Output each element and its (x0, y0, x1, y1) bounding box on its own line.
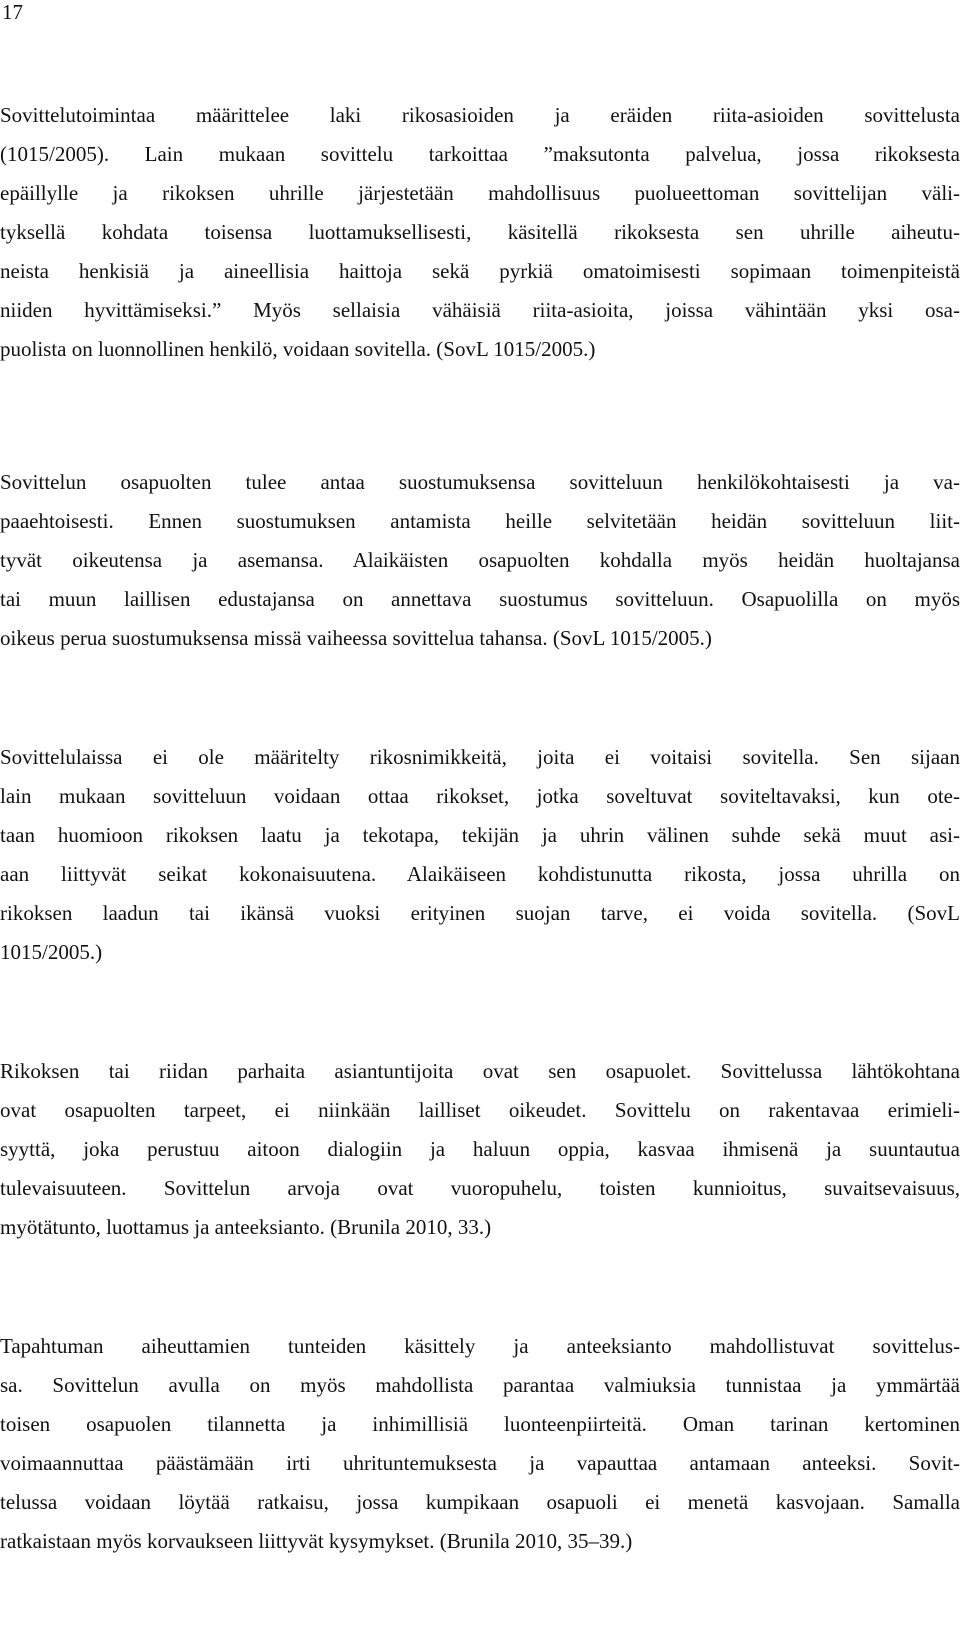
paragraph-line: epäillylle ja rikoksen uhrille järjestetään mahdollisuus puolueettoman sovittelijan väli- (0, 181, 960, 205)
paragraph-line: syyttä, joka perustuu aitoon dialogiin ja haluun oppia, kasvaa ihmisenä ja suuntautua (0, 1137, 960, 1161)
paragraph-line: Tapahtuman aiheuttamien tunteiden käsittely ja anteeksianto mahdollistuvat sovittelus- (0, 1334, 960, 1358)
paragraph-line: oikeus perua suostumuksensa missä vaiheessa sovittelua tahansa. (SovL 1015/2005.) (0, 626, 712, 650)
paragraph-line: paaehtoisesti. Ennen suostumuksen antamista heille selvitetään heidän sovitteluun liit- (0, 509, 960, 533)
paragraph-line: puolista on luonnollinen henkilö, voidaan sovitella. (SovL 1015/2005.) (0, 337, 596, 361)
paragraph-line: toisen osapuolen tilannetta ja inhimillisiä luonteenpiirteitä. Oman tarinan kertominen (0, 1412, 960, 1436)
page-number: 17 (2, 0, 23, 24)
paragraph-line: telussa voidaan löytää ratkaisu, jossa kumpikaan osapuoli ei menetä kasvojaan. Samalla (0, 1490, 960, 1514)
paragraph-line: aan liittyvät seikat kokonaisuutena. Alaikäiseen kohdistunutta rikosta, jossa uhrilla on (0, 862, 960, 886)
paragraph-line: tyksellä kohdata toisensa luottamuksellisesti, käsitellä rikoksesta sen uhrille aiheutu- (0, 220, 960, 244)
paragraph-line: Rikoksen tai riidan parhaita asiantuntijoita ovat sen osapuolet. Sovittelussa lähtökohtana (0, 1059, 960, 1083)
paragraph-line: Sovittelulaissa ei ole määritelty rikosnimikkeitä, joita ei voitaisi sovitella. Sen sijaan (0, 745, 960, 769)
paragraph-line: ovat osapuolten tarpeet, ei niinkään lailliset oikeudet. Sovittelu on rakentavaa erimieli- (0, 1098, 960, 1122)
paragraph (0, 463, 960, 658)
paragraph-line: tai muun laillisen edustajansa on annettava suostumus sovitteluun. Osapuolilla on myös (0, 587, 960, 611)
paragraph (0, 1052, 960, 1247)
paragraph-line: neista henkisiä ja aineellisia haittoja sekä pyrkiä omatoimisesti sopimaan toimenpiteistä (0, 259, 960, 283)
paragraph-line: 1015/2005.) (0, 940, 103, 964)
paragraph-line: ratkaistaan myös korvaukseen liittyvät kysymykset. (Brunila 2010, 35–39.) (0, 1529, 633, 1553)
paragraph-line: voimaannuttaa päästämään irti uhrituntemuksesta ja vapauttaa antamaan anteeksi. Sovit- (0, 1451, 960, 1475)
paragraph (0, 738, 960, 972)
paragraph-line: Sovittelutoimintaa määrittelee laki rikosasioiden ja eräiden riita-asioiden sovittelusta (0, 103, 960, 127)
paragraph-line: tyvät oikeutensa ja asemansa. Alaikäisten osapuolten kohdalla myös heidän huoltajansa (0, 548, 960, 572)
paragraph-line: lain mukaan sovitteluun voidaan ottaa rikokset, jotka soveltuvat soviteltavaksi, kun ote- (0, 784, 960, 808)
paragraph (0, 96, 960, 369)
paragraph-line: myötätunto, luottamus ja anteeksianto. (Brunila 2010, 33.) (0, 1215, 492, 1239)
paragraph-line: Sovittelun osapuolten tulee antaa suostumuksensa sovitteluun henkilökohtaisesti ja va- (0, 470, 960, 494)
paragraph-line: (1015/2005). Lain mukaan sovittelu tarkoittaa ”maksutonta palvelua, jossa rikoksesta (0, 142, 960, 166)
paragraph-line: tulevaisuuteen. Sovittelun arvoja ovat vuoropuhelu, toisten kunnioitus, suvaitsevaisuus, (0, 1176, 960, 1200)
paragraph-line: taan huomioon rikoksen laatu ja tekotapa, tekijän ja uhrin välinen suhde sekä muut asi- (0, 823, 960, 847)
paragraph-line: niiden hyvittämiseksi.” Myös sellaisia vähäisiä riita-asioita, joissa vähintään yksi osa- (0, 298, 960, 322)
paragraph-line: sa. Sovittelun avulla on myös mahdollista parantaa valmiuksia tunnistaa ja ymmärtää (0, 1373, 960, 1397)
paragraph-line: rikoksen laadun tai ikänsä vuoksi erityinen suojan tarve, ei voida sovitella. (SovL (0, 901, 960, 925)
paragraph (0, 1327, 960, 1561)
